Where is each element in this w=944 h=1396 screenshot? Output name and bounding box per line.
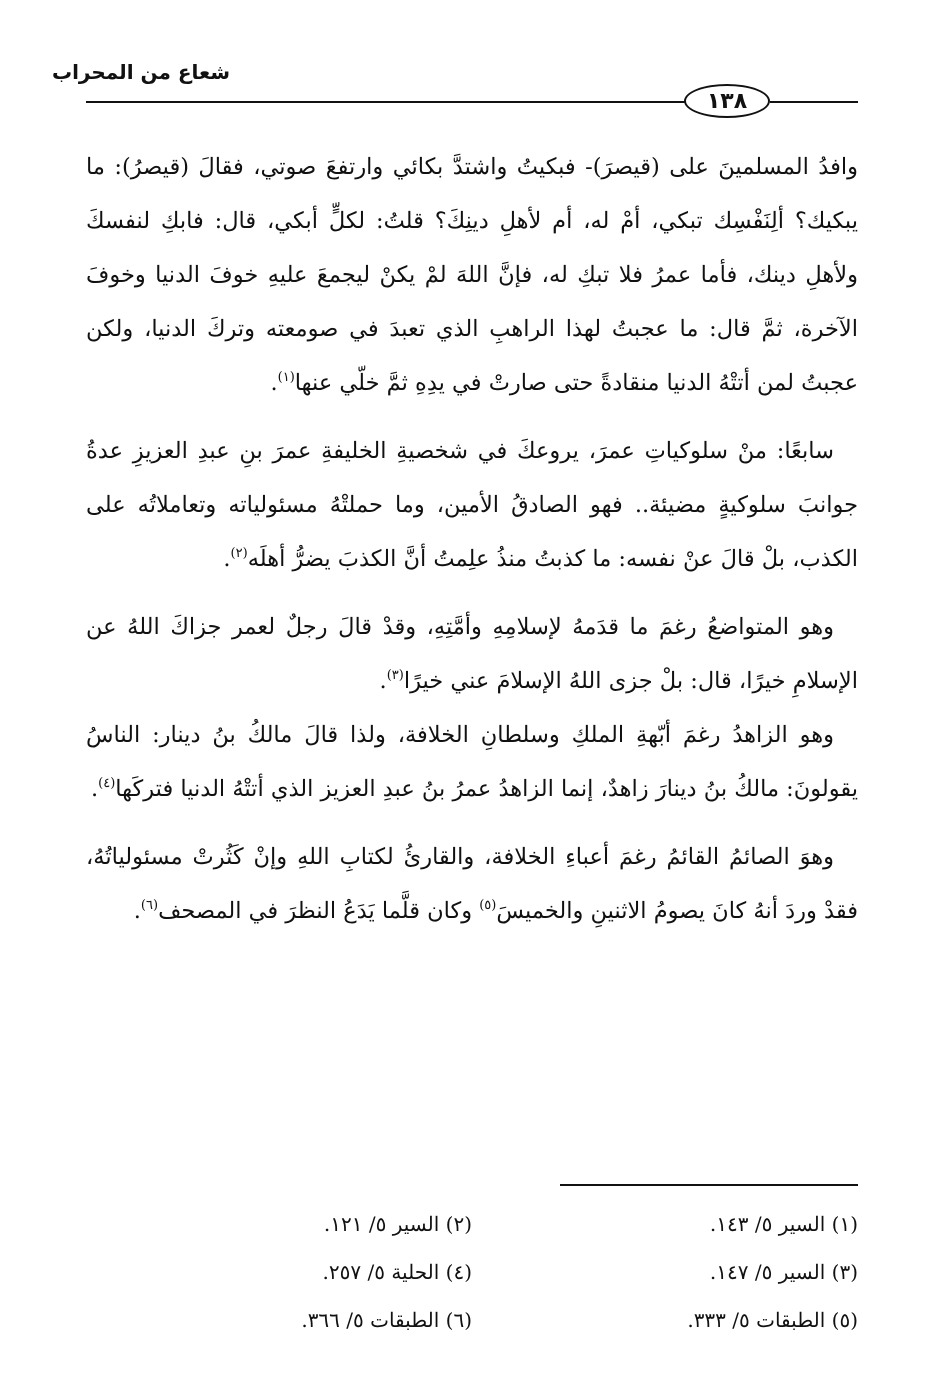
footnote-ref: (٥) xyxy=(479,898,497,913)
footnote-ref: (١) xyxy=(277,370,295,385)
header-rule xyxy=(86,101,686,103)
header-rule xyxy=(770,101,858,103)
page-number-text: ١٣٨ xyxy=(706,88,748,114)
footnote-ref: (٦) xyxy=(140,898,159,913)
paragraph: وهو المتواضعُ رغمَ ما قدَمهُ لإسلامِهِ وأمَّتِهِ، وقدْ قالَ رجلٌ لعمر جزاكَ اللهُ عن الإسلامِ خيرًا، قال: بلْ جزى اللهُ الإسلامَ عني خيرًا$^{(٣)}$. xyxy=(86,614,858,694)
paragraph: وهوَ الصائمُ القائمُ رغمَ أعباءِ الخلافة، والقارئُ لكتابِ اللهِ وإنْ كَثُرتْ مسئولياتُهُ، فقدْ وردَ أنهُ كانَ يصومُ الاثنينِ والخميسَ$^{(٥)}$ وكان قلَّما يَدَعُ النظرَ في المصحف$^{(٦)}$. xyxy=(86,844,858,924)
footnote-row xyxy=(86,1248,858,1296)
paragraph: وهو الزاهدُ رغمَ أبّهةِ الملكِ وسلطانِ الخلافة، ولذا قالَ مالكُ بنُ دينار: الناسُ يقولونَ: مالكُ بنُ دينارَ زاهدٌ، إنما الزاهدُ عمرُ بنُ عبدِ العزيز الذي أتتْهُ الدنيا فتركَها$^{(٤)}$. xyxy=(86,722,858,802)
page-number xyxy=(684,84,770,118)
footnote: (٤) الحلية ٥/ ٢٥٧. xyxy=(322,1260,472,1284)
body-text xyxy=(86,140,858,938)
paragraph: وافدُ المسلمينَ على (قيصرَ)- فبكيتُ واشتدَّ بكائي وارتفعَ صوتي، فقالَ (قيصرُ): ما يبكيك؟ ألِنَفْسِك تبكي، أمْ له، أم لأهلِ دينِكَ؟ قلتُ: لكلٍّ أبكي، قال: فابكِ لنفسكَ ولأهلِ دينك، فأما عمرُ فلا تبكِ له، فإنَّ اللهَ لمْ يكنْ ليجمعَ عليهِ خوفَ الدنيا وخوفَ الآخرة، ثمَّ قال: ما عجبتُ لهذا الراهبِ الذي تعبدَ في صومعته وتركَ الدنيا، ولكن عجبتُ لمن أتتْهُ الدنيا منقادةً حتى صارتْ في يدِهِ ثمَّ خلّي عنها$^{(١)}$. xyxy=(86,154,858,396)
footnote-ref: (٣) xyxy=(386,668,404,683)
footnote-separator xyxy=(560,1184,858,1186)
footnote-ref: (٢) xyxy=(230,546,248,561)
footnote: (٣) السير ٥/ ١٤٧. xyxy=(709,1260,858,1284)
footnote: (٢) السير ٥/ ١٢١. xyxy=(323,1212,472,1236)
footnotes xyxy=(86,1200,858,1344)
footnote: (٥) الطبقات ٥/ ٣٣٣. xyxy=(687,1308,858,1332)
running-title: شعاع من المحراب xyxy=(51,60,230,84)
footnote-ref: (٤) xyxy=(98,776,116,791)
footnote-row xyxy=(86,1200,858,1248)
footnote-row xyxy=(86,1296,858,1344)
footnote: (٦) الطبقات ٥/ ٣٦٦. xyxy=(301,1308,472,1332)
paragraph: سابعًا: منْ سلوكياتِ عمرَ، يروعكَ في شخصيةِ الخليفةِ عمرَ بنِ عبدِ العزيزِ عدةُ جوانبَ سلوكيةٍ مضيئة.. فهو الصادقُ الأمين، وما حملتْهُ مسئولياته وتعاملاتُه على الكذب، بلْ قالَ عنْ نفسه: ما كذبتُ منذُ علِمتُ أنَّ الكذبَ يضرُّ أهلَه$^{(٢)}$. xyxy=(86,438,858,572)
footnote: (١) السير ٥/ ١٤٣. xyxy=(709,1212,858,1236)
